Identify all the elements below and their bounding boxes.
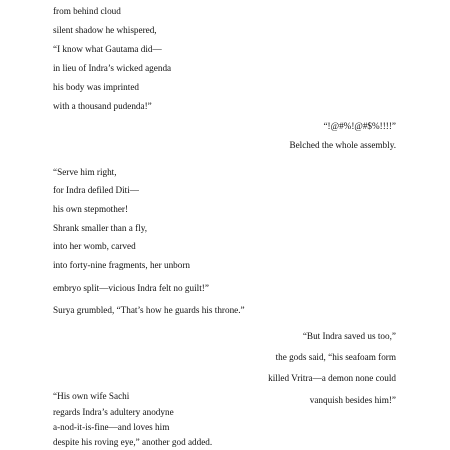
poem-line: a-nod-it-is-fine—and loves him	[53, 422, 170, 432]
poem-line: silent shadow he whispered,	[53, 25, 157, 35]
poem-line: his own stepmother!	[53, 204, 129, 214]
poem-line: embryo split—vicious Indra felt no guilt!”	[53, 283, 209, 293]
poem-line-right: “But Indra saved us too,”	[302, 331, 396, 341]
poem-line: his body was imprinted	[53, 82, 139, 92]
poem-line: Surya grumbled, “That’s how he guards his throne.”	[53, 305, 245, 315]
poem-line: regards Indra’s adultery anodyne	[53, 407, 174, 417]
poem-line: into forty-nine fragments, her unborn	[53, 260, 191, 270]
poem-line: for Indra defiled Diti—	[53, 185, 139, 195]
poem-line-right: Belched the whole assembly.	[289, 140, 396, 150]
poem-line: with a thousand pudenda!”	[53, 101, 152, 111]
poem-line: from behind cloud	[53, 6, 121, 16]
poem-line: “I know what Gautama did—	[53, 44, 162, 54]
poem-line: Shrank smaller than a fly,	[53, 223, 148, 233]
poem-line-right: vanquish besides him!”	[309, 395, 396, 405]
poem-line-right: killed Vritra—a demon none could	[268, 373, 396, 383]
poem-line: “His own wife Sachi	[53, 391, 130, 401]
poem-line: despite his roving eye,” another god added.	[53, 437, 213, 447]
poem-line: into her womb, carved	[53, 241, 136, 251]
poem-line-right: “!@#%!@#$%!!!!”	[323, 121, 396, 131]
poem-line: “Serve him right,	[53, 167, 117, 177]
poem-line: in lieu of Indra’s wicked agenda	[53, 63, 172, 73]
poem-line-right: the gods said, “his seafoam form	[275, 352, 396, 362]
